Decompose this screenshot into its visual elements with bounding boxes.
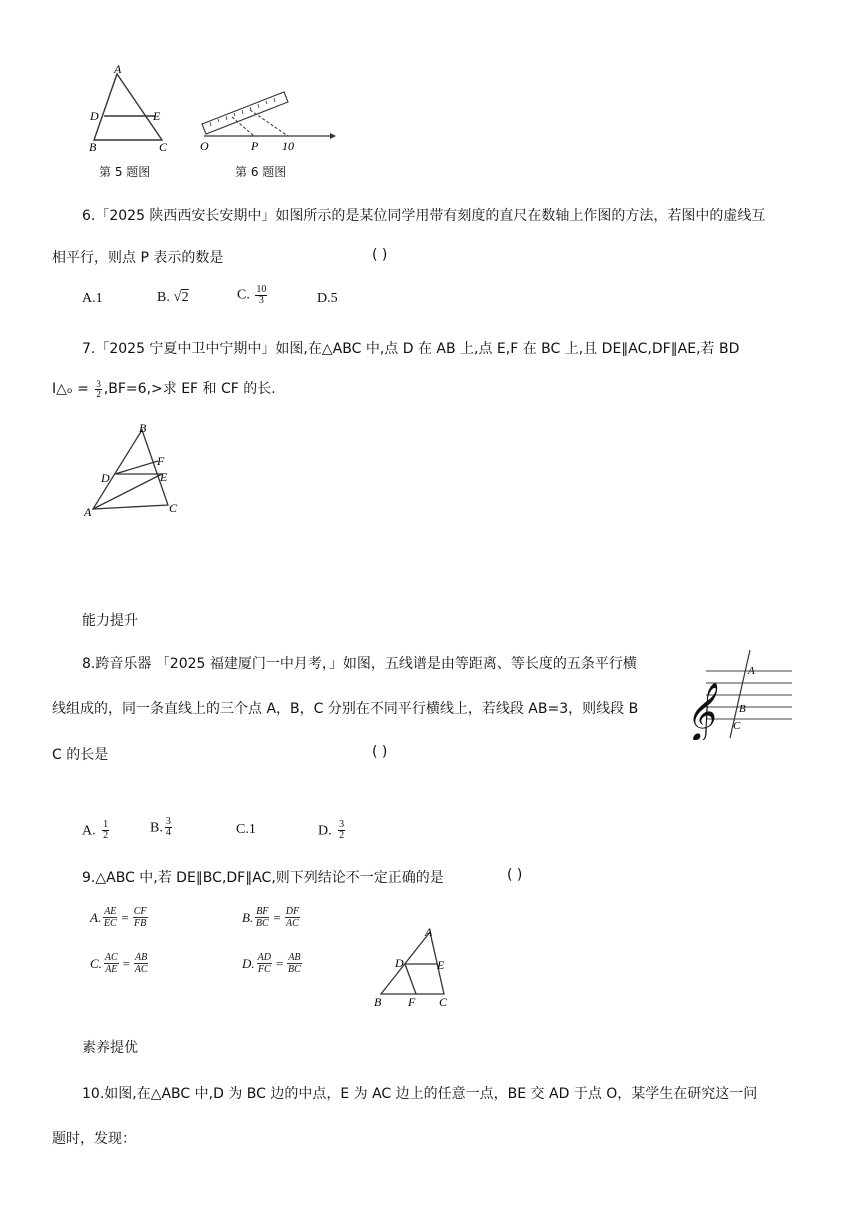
q7-stem-line1: 7.「2025 宁夏中卫中宁期中」如图,在△ABC 中,点 D 在 AB 上,点 E,F 在 BC 上,且 DE∥AC,DF∥AE,若 BD — [82, 341, 740, 357]
q8-stem-line1: 8.跨音乐器 「2025 福建厦门一中月考，」如图，五线谱是由等距离、等长度的五条平行横 — [82, 656, 637, 672]
q8-option-a: A. $\frac{1}{2}$ — [82, 819, 109, 841]
q9-stem: 9.△ABC 中,若 DE∥BC,DF∥AC,则下列结论不一定正确的是 — [82, 870, 444, 886]
q9-option-d: D. $\frac{AD}{FC}$ = $\frac{AB}{BC}$ — [242, 952, 301, 975]
q6-stem-line2: 相平行，则点 P 表示的数是 — [52, 250, 224, 266]
figure-8-music-staff — [682, 648, 794, 740]
q6-option-c: C. $\frac{10}{3}$ — [237, 284, 267, 306]
section-heading-ability: 能力提升 — [82, 613, 138, 629]
q8-option-c: C.1 — [236, 822, 256, 837]
fig5-label-b: B — [89, 140, 97, 154]
q7-stem-line2: I△ₒ = $\frac{3}{2}$ ,BF=6,>求 EF 和 CF 的长. — [52, 378, 276, 399]
q6-answer-bracket: ( ) — [372, 247, 388, 263]
fig7-label-a: A — [84, 505, 92, 519]
q9-answer-bracket: ( ) — [507, 867, 523, 883]
q6-stem-line1: 6.「2025 陕西西安长安期中」如图所示的是某位同学用带有刻度的直尺在数轴上作图的方法，若图中的虚线互 — [82, 208, 766, 224]
q6-option-b: B. √2 — [157, 289, 189, 305]
q10-stem-line1: 10.如图,在△ABC 中,D 为 BC 边的中点，E 为 AC 边上的任意一点，BE 交 AD 于点 O，某学生在研究这一问 — [82, 1086, 758, 1102]
q8-stem-line3: C 的长是 — [52, 747, 109, 763]
fig7-label-d: D — [101, 471, 110, 485]
fig9-label-a: A — [425, 925, 433, 939]
section-heading-literacy: 素养提优 — [82, 1040, 138, 1056]
fig7-label-f: F — [157, 454, 165, 468]
fig5-label-d: D — [90, 109, 99, 123]
figure-9-triangle — [368, 922, 458, 1010]
q10-stem-line2: 题时，发现： — [52, 1131, 136, 1147]
fig7-label-b: B — [139, 421, 147, 435]
fig5-label-e: E — [153, 109, 161, 123]
figure-6-ruler-numberline — [196, 86, 341, 156]
q9-option-a: A. $\frac{AE}{EC}$ = $\frac{CF}{FB}$ — [90, 906, 147, 929]
fig5-label-a: A — [114, 62, 122, 76]
fig6-label-o: O — [200, 139, 209, 153]
q8-stem-line2: 线组成的，同一条直线上的三个点 A，B，C 分别在不同平行横线上，若线段 AB=3，则线段 B — [52, 701, 639, 717]
fig9-label-d: D — [395, 956, 404, 970]
fig8-label-b: B — [739, 703, 746, 715]
q8-option-d: D. $\frac{3}{2}$ — [318, 819, 345, 841]
q9-option-b: B. $\frac{BF}{BC}$ = $\frac{DF}{AC}$ — [242, 906, 300, 929]
fig9-label-b: B — [374, 995, 382, 1009]
fig6-label-10: 10 — [282, 139, 294, 153]
fig6-label-p: P — [251, 139, 259, 153]
q8-option-b: B. $\frac{3}{4}$ — [150, 816, 171, 838]
fig5-label-c: C — [159, 140, 168, 154]
fig8-label-a: A — [748, 665, 755, 677]
q6-option-a: A.1 — [82, 291, 103, 306]
fig9-label-c: C — [439, 995, 448, 1009]
fig5-caption: 第 5 题图 — [99, 165, 151, 179]
q9-option-c: C. $\frac{AC}{AE}$ = $\frac{AB}{AC}$ — [90, 952, 148, 975]
treble-clef-icon: 𝄞 — [685, 683, 715, 739]
q6-option-b-radicand: 2 — [181, 290, 189, 305]
q8-answer-bracket: ( ) — [372, 744, 388, 760]
q6-option-d: D.5 — [317, 291, 338, 306]
figure-5-triangle — [82, 60, 182, 155]
fig8-label-c: C — [733, 720, 741, 732]
fig7-label-e: E — [160, 470, 168, 484]
fig9-label-f: F — [408, 995, 416, 1009]
figure-7-triangle — [82, 418, 192, 520]
fig9-label-e: E — [437, 958, 445, 972]
fig7-label-c: C — [169, 501, 178, 515]
fig6-caption: 第 6 题图 — [235, 165, 287, 179]
